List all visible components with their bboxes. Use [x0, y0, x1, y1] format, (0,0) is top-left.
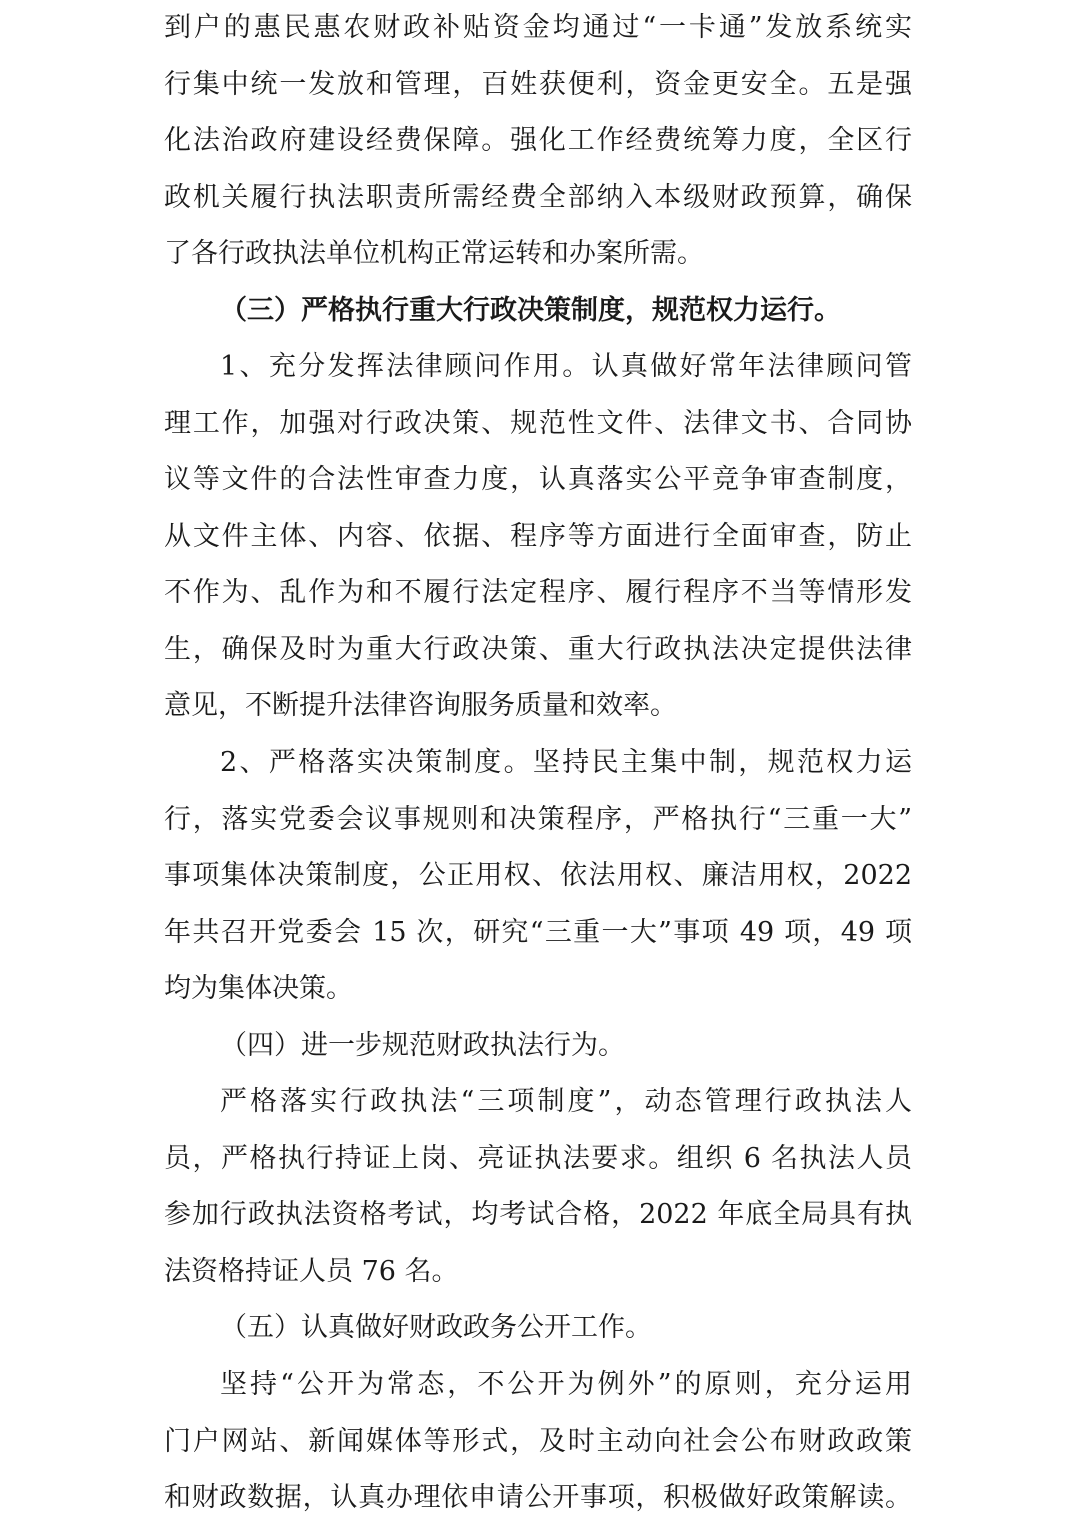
text-line: 行，落实党委会议事规则和决策程序，严格执行“三重一大”: [164, 803, 912, 835]
paragraph: [164, 1074, 912, 1300]
text-line: 理工作，加强对行政决策、规范性文件、法律文书、合同协: [164, 407, 912, 439]
heading-text: （三）严格执行重大行政决策制度，规范权力运行。: [220, 295, 841, 326]
text-line: 2、严格落实决策制度。坚持民主集中制，规范权力运: [220, 747, 912, 778]
text-line: 议等文件的合法性审查力度，认真落实公平竞争审查制度，: [164, 464, 912, 495]
text-line: 不作为、乱作为和不履行法定程序、履行程序不当等情形发: [164, 577, 912, 608]
text-line: 坚持“公开为常态，不公开为例外”的原则，充分运用: [220, 1369, 912, 1400]
text-line: 化法治政府建设经费保障。强化工作经费统筹力度，全区行: [164, 125, 912, 156]
text-line: 和财政数据，认真办理依申请公开事项，积极做好政策解读。: [164, 1482, 912, 1513]
text-line: 到户的惠民惠农财政补贴资金均通过“一卡通”发放系统实: [164, 12, 912, 43]
text-line: 生，确保及时为重大行政决策、重大行政执法决定提供法律: [164, 633, 912, 665]
heading-text: （五）认真做好财政政务公开工作。: [220, 1312, 652, 1343]
text-line: 均为集体决策。: [164, 973, 353, 1004]
text-line: 法资格持证人员 76 名。: [164, 1255, 459, 1287]
text-line: 严格落实行政执法“三项制度”，动态管理行政执法人: [220, 1086, 912, 1117]
section-heading: [220, 1300, 920, 1357]
text-line: 参加行政执法资格考试，均考试合格，2022 年底全局具有执: [164, 1199, 912, 1230]
text-line: 门户网站、新闻媒体等形式，及时主动向社会公布财政政策: [164, 1425, 912, 1457]
section-heading: [220, 283, 920, 340]
text-line: 1、充分发挥法律顾问作用。认真做好常年法律顾问管: [220, 351, 912, 382]
text-line: 员，严格执行持证上岗、亮证执法要求。组织 6 名执法人员: [164, 1142, 912, 1174]
text-line: 行集中统一发放和管理，百姓获便利，资金更安全。五是强: [164, 68, 912, 100]
text-line: 了各行政执法单位机构正常运转和办案所需。: [164, 238, 704, 269]
heading-text: （四）进一步规范财政执法行为。: [220, 1030, 625, 1061]
text-line: 年共召开党委会 15 次，研究“三重一大”事项 49 项，49 项: [164, 916, 912, 948]
section-heading: [220, 1018, 920, 1075]
paragraph: [164, 1357, 912, 1527]
text-line: 从文件主体、内容、依据、程序等方面进行全面审查，防止: [164, 520, 912, 552]
text-line: 意见，不断提升法律咨询服务质量和效率。: [164, 690, 677, 721]
text-line: 事项集体决策制度，公正用权、依法用权、廉洁用权，2022: [164, 860, 912, 891]
paragraph: [164, 735, 912, 1018]
paragraph: [164, 0, 912, 283]
paragraph: [164, 339, 912, 735]
text-line: 政机关履行执法职责所需经费全部纳入本级财政预算，确保: [164, 181, 912, 213]
